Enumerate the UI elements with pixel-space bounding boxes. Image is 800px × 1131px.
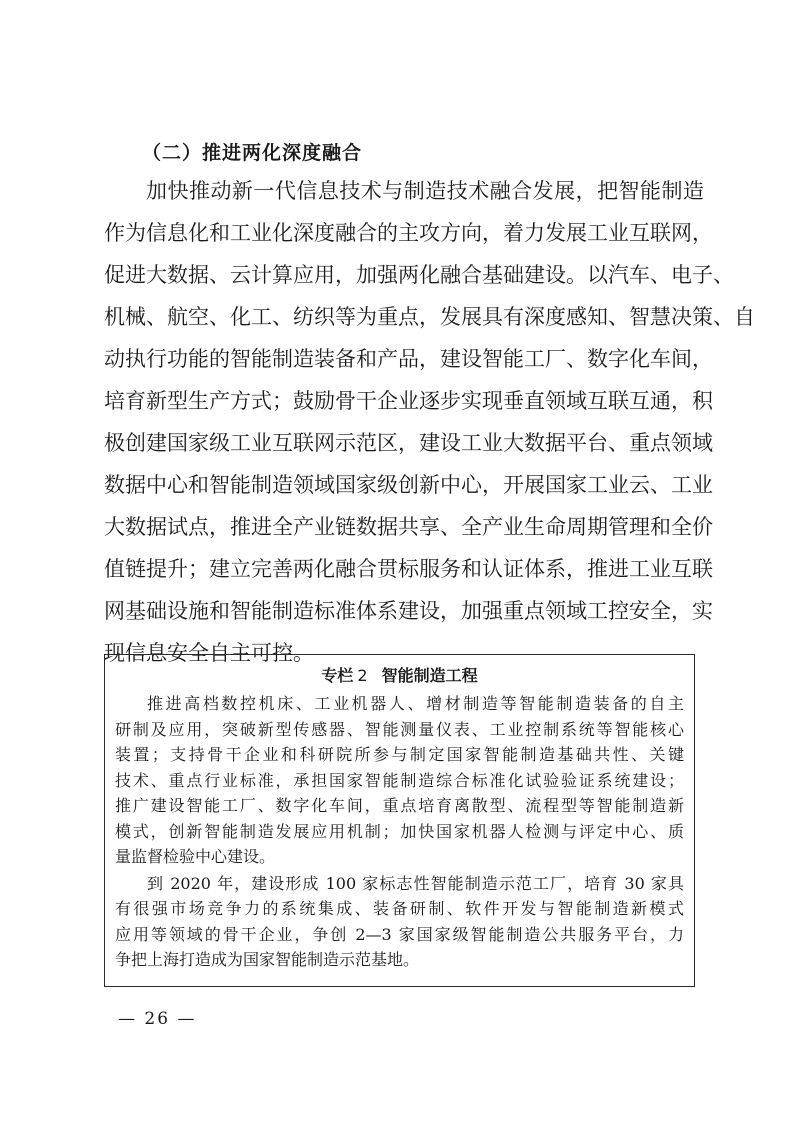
box-title-prefix: 专栏 <box>321 666 354 685</box>
body-line: 数据中心和智能制造领域国家级创新中心，开展国家工业云、工业 <box>104 473 713 497</box>
body-line: 值链提升；建立完善两化融合贯标服务和认证体系，推进工业互联 <box>104 557 713 581</box>
box-line: 应用等领域的骨干企业，争创 2—3 家国家级智能制造公共服务平台，力 <box>115 924 684 944</box>
box-line: 模式，创新智能制造发展应用机制；加快国家机器人检测与评定中心、质 <box>115 821 684 841</box>
box-title-number: 2 <box>357 666 368 685</box>
section-heading: （二）推进两化深度融合 <box>142 142 363 164</box>
body-line: 作为信息化和工业化深度融合的主攻方向，着力发展工业互联网， <box>104 221 713 245</box>
body-line: 网基础设施和智能制造标准体系建设，加强重点领域工控安全，实 <box>104 599 713 623</box>
box-line: 技术、重点行业标准，承担国家智能制造综合标准化试验验证系统建设； <box>115 770 684 790</box>
column-box <box>104 654 695 987</box>
box-line: 到 2020 年，建设形成 100 家标志性智能制造示范工厂，培育 30 家具 <box>147 873 684 893</box>
box-title <box>105 663 694 689</box>
body-line: 机械、航空、化工、纺织等为重点，发展具有深度感知、智慧决策、自 <box>104 305 755 329</box>
body-line: 现信息安全自主可控。 <box>104 641 314 665</box>
box-line: 研制及应用，突破新型传感器、智能测量仪表、工业控制系统等智能核心 <box>115 719 684 739</box>
body-line: 极创建国家级工业互联网示范区，建设工业大数据平台、重点领域 <box>104 431 713 455</box>
box-title-text: 智能制造工程 <box>381 666 478 685</box>
body-line: 培育新型生产方式；鼓励骨干企业逐步实现垂直领域互联互通，积 <box>104 389 713 413</box>
box-line: 量监督检验中心建设。 <box>115 847 276 866</box>
body-line: 加快推动新一代信息技术与制造技术融合发展，把智能制造 <box>146 179 704 203</box>
box-paragraph-1 <box>115 691 684 870</box>
page-number: — 26 — <box>118 1009 197 1029</box>
box-line: 装置；支持骨干企业和科研院所参与制定国家智能制造基础共性、关键 <box>115 745 684 764</box>
body-line: 大数据试点，推进全产业链数据共享、全产业生命周期管理和全价 <box>104 515 713 539</box>
box-line: 有很强市场竞争力的系统集成、装备研制、软件开发与智能制造新模式 <box>115 899 684 918</box>
body-line: 动执行功能的智能制造装备和产品，建设智能工厂、数字化车间， <box>104 347 713 371</box>
box-line: 推进高档数控机床、工业机器人、增材制造等智能制造装备的自主 <box>147 694 684 713</box>
box-line: 争把上海打造成为国家智能制造示范基地。 <box>115 950 420 969</box>
body-line: 促进大数据、云计算应用，加强两化融合基础建设。以汽车、电子、 <box>104 263 734 287</box>
box-paragraph-2 <box>115 871 684 973</box>
box-body <box>115 691 684 973</box>
body-paragraph <box>104 170 755 674</box>
box-line: 推广建设智能工厂、数字化车间，重点培育离散型、流程型等智能制造新 <box>115 796 684 815</box>
